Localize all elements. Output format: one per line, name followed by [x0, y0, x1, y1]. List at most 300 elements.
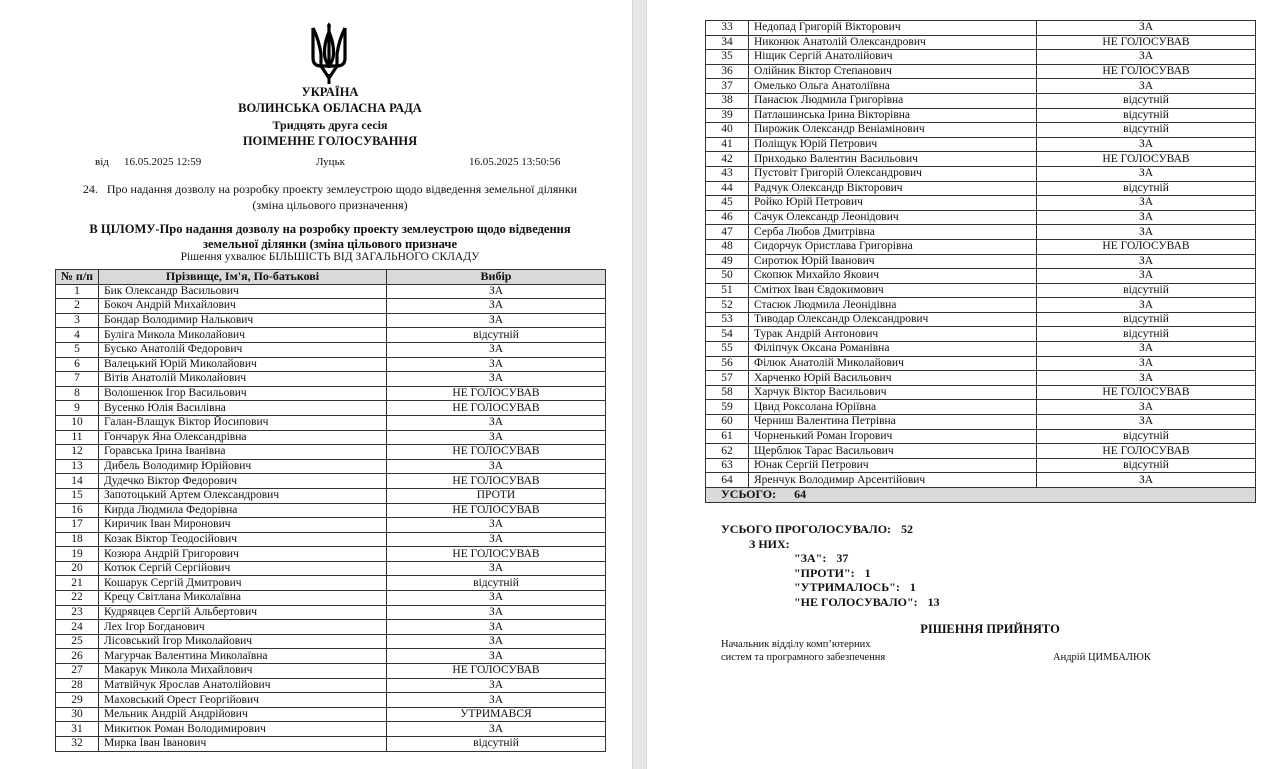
vote-choice: ЗА [387, 693, 606, 708]
vote-summary [721, 522, 940, 609]
page-gap [632, 0, 647, 769]
city: Луцьк [316, 156, 345, 168]
table-row [56, 372, 606, 387]
vote-choice: відсутній [387, 576, 606, 591]
row-number: 3 [56, 313, 99, 328]
deputy-name: Ніщик Сергій Анатолійович [749, 50, 1037, 65]
vote-choice: відсутній [1037, 312, 1256, 327]
row-number: 51 [706, 283, 749, 298]
row-number: 48 [706, 239, 749, 254]
table-row [706, 79, 1256, 94]
vote-choice: ЗА [1037, 137, 1256, 152]
table-row [706, 415, 1256, 430]
summary-for [721, 551, 940, 566]
row-number: 18 [56, 532, 99, 547]
deputy-name: Філіпчук Оксана Романівна [749, 342, 1037, 357]
vote-choice: НЕ ГОЛОСУВАВ [1037, 239, 1256, 254]
table-row [56, 678, 606, 693]
row-number: 10 [56, 415, 99, 430]
agenda-item-title: Про надання дозволу на розробку проекту землеустрою щодо відведення земельної ділянки (зміна цільового призначення) [106, 182, 578, 212]
table-row [706, 93, 1256, 108]
row-number: 39 [706, 108, 749, 123]
summary-total-voted-value: 52 [901, 522, 914, 536]
table-row [56, 386, 606, 401]
table-row [56, 737, 606, 752]
table-row [56, 722, 606, 737]
deputy-name: Дибель Володимир Юрійович [99, 459, 387, 474]
vote-choice: ЗА [387, 357, 606, 372]
table-row [706, 254, 1256, 269]
deputy-name: Козак Віктор Теодосійович [99, 532, 387, 547]
total-label: УСЬОГО: [721, 487, 777, 502]
table-row [56, 576, 606, 591]
row-number: 50 [706, 269, 749, 284]
deputy-name: Бусько Анатолій Федорович [99, 342, 387, 357]
table-row [706, 269, 1256, 284]
vote-choice: ЗА [387, 649, 606, 664]
table-row [706, 50, 1256, 65]
table-row [56, 547, 606, 562]
deputy-name: Запотоцький Артем Олександрович [99, 488, 387, 503]
roll-call-table-part-2 [705, 20, 1256, 503]
document-page-2 [647, 0, 1280, 769]
vote-choice: ЗА [1037, 473, 1256, 488]
vote-choice: ЗА [387, 561, 606, 576]
council-title: ВОЛИНСЬКА ОБЛАСНА РАДА [238, 101, 422, 115]
row-number: 37 [706, 79, 749, 94]
table-row [706, 239, 1256, 254]
table-row [706, 400, 1256, 415]
row-number: 2 [56, 299, 99, 314]
table-row [56, 620, 606, 635]
row-number: 16 [56, 503, 99, 518]
summary-not-voted-label: "НЕ ГОЛОСУВАЛО": [794, 594, 918, 609]
table-row [56, 284, 606, 299]
deputy-name: Вусенко Юлія Василівна [99, 401, 387, 416]
vote-choice: ЗА [387, 430, 606, 445]
vote-choice: ЗА [1037, 269, 1256, 284]
column-header-number: № п/п [56, 270, 99, 285]
vote-choice: НЕ ГОЛОСУВАВ [1037, 444, 1256, 459]
deputy-name: Бондар Володимир Налькович [99, 313, 387, 328]
deputy-name: Кудрявцев Сергій Альбертович [99, 605, 387, 620]
table-row [56, 357, 606, 372]
table-row [706, 371, 1256, 386]
agenda-item-number: 24. [82, 182, 98, 196]
deputy-name: Макарук Микола Михайлович [99, 664, 387, 679]
vote-choice: ЗА [387, 591, 606, 606]
row-number: 55 [706, 342, 749, 357]
vote-choice: ЗА [1037, 298, 1256, 313]
from-label: від [95, 156, 109, 168]
deputy-name: Никонюк Анатолій Олександрович [749, 35, 1037, 50]
deputy-name: Тиводар Олександр Олександрович [749, 312, 1037, 327]
summary-of-them: З НИХ: [749, 536, 790, 551]
table-row [706, 137, 1256, 152]
row-number: 9 [56, 401, 99, 416]
decision-result: РІШЕННЯ ПРИЙНЯТО [920, 622, 1060, 636]
vote-choice: НЕ ГОЛОСУВАВ [387, 386, 606, 401]
deputy-name: Турак Андрій Антонович [749, 327, 1037, 342]
vote-choice: ЗА [1037, 254, 1256, 269]
deputy-name: Приходько Валентин Васильович [749, 152, 1037, 167]
deputy-name: Лех Ігор Богданович [99, 620, 387, 635]
column-header-choice: Вибір [387, 270, 606, 285]
deputy-name: Буліга Микола Миколайович [99, 328, 387, 343]
row-number: 63 [706, 458, 749, 473]
deputy-name: Радчук Олександр Вікторович [749, 181, 1037, 196]
vote-choice: НЕ ГОЛОСУВАВ [1037, 152, 1256, 167]
vote-choice: ЗА [387, 459, 606, 474]
row-number: 58 [706, 385, 749, 400]
vote-subject-title: В ЦІЛОМУ-Про надання дозволу на розробку проекту землеустрою щодо відведення земельної ділянки (зміна цільового призначе [89, 222, 571, 251]
table-row [56, 299, 606, 314]
row-number: 56 [706, 356, 749, 371]
row-number: 5 [56, 342, 99, 357]
deputy-name: Харченко Юрій Васильович [749, 371, 1037, 386]
row-number: 35 [706, 50, 749, 65]
deputy-name: Маховський Орест Георгійович [99, 693, 387, 708]
vote-choice: ЗА [387, 415, 606, 430]
vote-choice: НЕ ГОЛОСУВАВ [387, 401, 606, 416]
table-row [56, 430, 606, 445]
table-row [56, 474, 606, 489]
deputy-name: Олійник Віктор Степанович [749, 64, 1037, 79]
row-number: 62 [706, 444, 749, 459]
vote-choice: НЕ ГОЛОСУВАВ [387, 547, 606, 562]
agenda-item [70, 181, 590, 213]
table-row [56, 634, 606, 649]
table-row [56, 415, 606, 430]
table-row [706, 196, 1256, 211]
row-number: 42 [706, 152, 749, 167]
deputy-name: Крецу Світлана Миколаївна [99, 591, 387, 606]
row-number: 47 [706, 225, 749, 240]
vote-choice: ЗА [1037, 415, 1256, 430]
signatory-position [721, 638, 885, 664]
decision-rule: Рішення ухвалює БІЛЬШІСТЬ ВІД ЗАГАЛЬНОГО СКЛАДУ [180, 251, 480, 263]
row-number: 32 [56, 737, 99, 752]
deputy-name: Магурчак Валентина Миколаївна [99, 649, 387, 664]
row-number: 60 [706, 415, 749, 430]
row-number: 23 [56, 605, 99, 620]
table-row [56, 459, 606, 474]
row-number: 40 [706, 123, 749, 138]
start-datetime: 16.05.2025 12:59 [124, 156, 202, 168]
country-title: УКРАЇНА [301, 85, 359, 99]
table-row [706, 123, 1256, 138]
vote-choice: ЗА [1037, 342, 1256, 357]
table-row [706, 21, 1256, 36]
table-row [56, 591, 606, 606]
vote-choice: відсутній [1037, 93, 1256, 108]
ukraine-trident-icon [309, 22, 349, 84]
table-row [706, 342, 1256, 357]
deputy-name: Мирка Іван Іванович [99, 737, 387, 752]
deputy-name: Стасюк Людмила Леонідівна [749, 298, 1037, 313]
row-number: 4 [56, 328, 99, 343]
summary-against-value: 1 [864, 565, 871, 580]
deputy-name: Кирда Людмила Федорівна [99, 503, 387, 518]
row-number: 7 [56, 372, 99, 387]
deputy-name: Валецький Юрій Миколайович [99, 357, 387, 372]
table-row [56, 518, 606, 533]
table-row [706, 181, 1256, 196]
deputy-name: Смітюх Іван Євдокимович [749, 283, 1037, 298]
summary-for-label: "ЗА": [794, 551, 827, 565]
row-number: 59 [706, 400, 749, 415]
summary-abstained-label: "УТРИМАЛОСЬ": [794, 580, 900, 594]
vote-choice: ЗА [1037, 79, 1256, 94]
vote-choice: відсутній [1037, 283, 1256, 298]
deputy-name: Бик Олександр Васильович [99, 284, 387, 299]
vote-choice: ЗА [1037, 50, 1256, 65]
table-row [706, 283, 1256, 298]
row-number: 46 [706, 210, 749, 225]
deputy-name: Яренчук Володимир Арсентійович [749, 473, 1037, 488]
document-page-1 [0, 0, 632, 769]
row-number: 25 [56, 634, 99, 649]
table-row [706, 327, 1256, 342]
signatory-position-line-1: Начальник відділу комп’ютерних [721, 639, 871, 650]
deputy-name: Цвид Роксолана Юріївна [749, 400, 1037, 415]
deputy-name: Киричик Іван Миронович [99, 518, 387, 533]
summary-total-voted [721, 522, 940, 537]
row-number: 26 [56, 649, 99, 664]
summary-not-voted [721, 595, 940, 610]
deputy-name: Сачук Олександр Леонідович [749, 210, 1037, 225]
deputy-name: Волошенюк Ігор Васильович [99, 386, 387, 401]
deputy-name: Бокоч Андрій Михайлович [99, 299, 387, 314]
deputy-name: Серба Любов Дмитрівна [749, 225, 1037, 240]
row-number: 61 [706, 429, 749, 444]
vote-choice: ЗА [387, 605, 606, 620]
deputy-name: Скопюк Михайло Якович [749, 269, 1037, 284]
vote-choice: ЗА [387, 372, 606, 387]
deputy-name: Гончарук Яна Олександрівна [99, 430, 387, 445]
deputy-name: Недопад Григорій Вікторович [749, 21, 1037, 36]
table-row [56, 605, 606, 620]
row-number: 43 [706, 166, 749, 181]
table-row [706, 473, 1256, 488]
table-row [56, 664, 606, 679]
table-row [706, 64, 1256, 79]
table-row [56, 313, 606, 328]
row-number: 15 [56, 488, 99, 503]
table-row [706, 210, 1256, 225]
vote-choice: ЗА [387, 634, 606, 649]
row-number: 45 [706, 196, 749, 211]
row-number: 12 [56, 445, 99, 460]
deputy-name: Галан-Влащук Віктор Йосипович [99, 415, 387, 430]
row-number: 13 [56, 459, 99, 474]
vote-choice: ЗА [387, 722, 606, 737]
row-number: 57 [706, 371, 749, 386]
deputy-name: Поліщук Юрій Петрович [749, 137, 1037, 152]
summary-not-voted-value: 13 [927, 594, 940, 609]
deputy-name: Ройко Юрій Петрович [749, 196, 1037, 211]
table-row [706, 429, 1256, 444]
vote-choice: ЗА [387, 342, 606, 357]
vote-choice: ЗА [1037, 166, 1256, 181]
vote-choice: ЗА [387, 518, 606, 533]
vote-choice: ПРОТИ [387, 488, 606, 503]
deputy-name: Сидорчук Ористлава Григорівна [749, 239, 1037, 254]
session-title: Тридцять друга сесія [272, 118, 388, 132]
row-number: 21 [56, 576, 99, 591]
row-number: 31 [56, 722, 99, 737]
vote-choice: відсутній [1037, 458, 1256, 473]
end-datetime: 16.05.2025 13:50:56 [469, 156, 561, 168]
vote-choice: відсутній [1037, 327, 1256, 342]
table-row [706, 458, 1256, 473]
deputy-name: Харчук Віктор Васильович [749, 385, 1037, 400]
table-row [706, 356, 1256, 371]
vote-choice: ЗА [1037, 400, 1256, 415]
row-number: 30 [56, 707, 99, 722]
vote-choice: ЗА [387, 284, 606, 299]
table-row [706, 298, 1256, 313]
table-row [706, 152, 1256, 167]
vote-choice: ЗА [387, 620, 606, 635]
row-number: 36 [706, 64, 749, 79]
deputy-name: Панасюк Людмила Григорівна [749, 93, 1037, 108]
deputy-name: Лісовський Ігор Миколайович [99, 634, 387, 649]
table-row [56, 488, 606, 503]
deputy-name: Пирожик Олександр Веніамінович [749, 123, 1037, 138]
row-number: 38 [706, 93, 749, 108]
table-row [706, 225, 1256, 240]
row-number: 27 [56, 664, 99, 679]
vote-choice: НЕ ГОЛОСУВАВ [1037, 35, 1256, 50]
row-number: 1 [56, 284, 99, 299]
row-number: 17 [56, 518, 99, 533]
row-number: 28 [56, 678, 99, 693]
row-number: 24 [56, 620, 99, 635]
vote-choice: УТРИМАВСЯ [387, 707, 606, 722]
summary-against [721, 566, 940, 581]
row-number: 29 [56, 693, 99, 708]
vote-choice: ЗА [1037, 225, 1256, 240]
deputy-name: Козюра Андрій Григорович [99, 547, 387, 562]
table-row [706, 35, 1256, 50]
vote-choice: ЗА [1037, 371, 1256, 386]
vote-choice: НЕ ГОЛОСУВАВ [387, 503, 606, 518]
row-number: 49 [706, 254, 749, 269]
deputy-name: Вітів Анатолій Миколайович [99, 372, 387, 387]
vote-choice: ЗА [387, 532, 606, 547]
row-number: 20 [56, 561, 99, 576]
vote-choice: НЕ ГОЛОСУВАВ [387, 474, 606, 489]
vote-choice: ЗА [387, 678, 606, 693]
table-row [56, 328, 606, 343]
table-row [706, 444, 1256, 459]
deputy-name: Сиротюк Юрій Іванович [749, 254, 1037, 269]
deputy-name: Патлашинська Ірина Вікторівна [749, 108, 1037, 123]
deputy-name: Філюк Анатолій Миколайович [749, 356, 1037, 371]
deputy-name: Матвійчук Ярослав Анатолійович [99, 678, 387, 693]
row-number: 41 [706, 137, 749, 152]
deputy-name: Котюк Сергій Сергійович [99, 561, 387, 576]
vote-choice: НЕ ГОЛОСУВАВ [387, 445, 606, 460]
deputy-name: Микитюк Роман Володимирович [99, 722, 387, 737]
vote-choice: ЗА [387, 299, 606, 314]
vote-choice: ЗА [1037, 356, 1256, 371]
row-number: 8 [56, 386, 99, 401]
table-row [56, 707, 606, 722]
table-row [56, 532, 606, 547]
vote-choice: відсутній [387, 328, 606, 343]
vote-choice: відсутній [1037, 429, 1256, 444]
row-number: 44 [706, 181, 749, 196]
signatory-name: Андрій ЦИМБАЛЮК [1053, 652, 1151, 663]
table-header-row [56, 270, 606, 285]
column-header-name: Прізвище, Ім'я, По-батькові [99, 270, 387, 285]
vote-choice: відсутній [387, 737, 606, 752]
deputy-name: Омелько Ольга Анатоліївна [749, 79, 1037, 94]
table-row [56, 503, 606, 518]
row-number: 11 [56, 430, 99, 445]
roll-call-table-part-1 [55, 269, 606, 752]
vote-choice: ЗА [387, 313, 606, 328]
row-number: 6 [56, 357, 99, 372]
summary-total-voted-label: УСЬОГО ПРОГОЛОСУВАЛО: [721, 522, 892, 536]
vote-choice: ЗА [1037, 210, 1256, 225]
summary-for-value: 37 [836, 551, 849, 565]
row-number: 22 [56, 591, 99, 606]
total-value: 64 [794, 487, 807, 502]
deputy-name: Кошарук Сергій Дмитрович [99, 576, 387, 591]
table-row [56, 445, 606, 460]
deputy-name: Мельник Андрій Андрійович [99, 707, 387, 722]
signatory-position-line-2: систем та програмного забезпечення [721, 652, 886, 663]
vote-choice: ЗА [1037, 196, 1256, 211]
deputy-name: Юнак Сергій Петрович [749, 458, 1037, 473]
vote-choice: відсутній [1037, 108, 1256, 123]
document-type-title: ПОІМЕННЕ ГОЛОСУВАННЯ [242, 134, 418, 148]
row-number: 54 [706, 327, 749, 342]
vote-choice: відсутній [1037, 123, 1256, 138]
table-row [706, 108, 1256, 123]
vote-choice: НЕ ГОЛОСУВАВ [387, 664, 606, 679]
vote-choice: НЕ ГОЛОСУВАВ [1037, 64, 1256, 79]
summary-against-label: "ПРОТИ": [794, 565, 855, 580]
deputy-name: Щерблюк Тарас Васильович [749, 444, 1037, 459]
table-row [56, 561, 606, 576]
row-number: 52 [706, 298, 749, 313]
table-row [706, 312, 1256, 327]
table-total-row [706, 488, 1256, 503]
row-number: 14 [56, 474, 99, 489]
deputy-name: Черниш Валентина Петрівна [749, 415, 1037, 430]
table-row [56, 649, 606, 664]
deputy-name: Горавська Ірина Іванівна [99, 445, 387, 460]
table-row [706, 385, 1256, 400]
table-row [706, 166, 1256, 181]
table-row [56, 401, 606, 416]
deputy-name: Дудечко Віктор Федорович [99, 474, 387, 489]
deputy-name: Чорненький Роман Ігорович [749, 429, 1037, 444]
deputy-name: Пустовіт Григорій Олександрович [749, 166, 1037, 181]
summary-abstained-value: 1 [909, 580, 916, 594]
row-number: 53 [706, 312, 749, 327]
row-number: 19 [56, 547, 99, 562]
vote-choice: відсутній [1037, 181, 1256, 196]
row-number: 33 [706, 21, 749, 36]
summary-abstained [721, 580, 940, 595]
table-row [56, 342, 606, 357]
vote-choice: НЕ ГОЛОСУВАВ [1037, 385, 1256, 400]
